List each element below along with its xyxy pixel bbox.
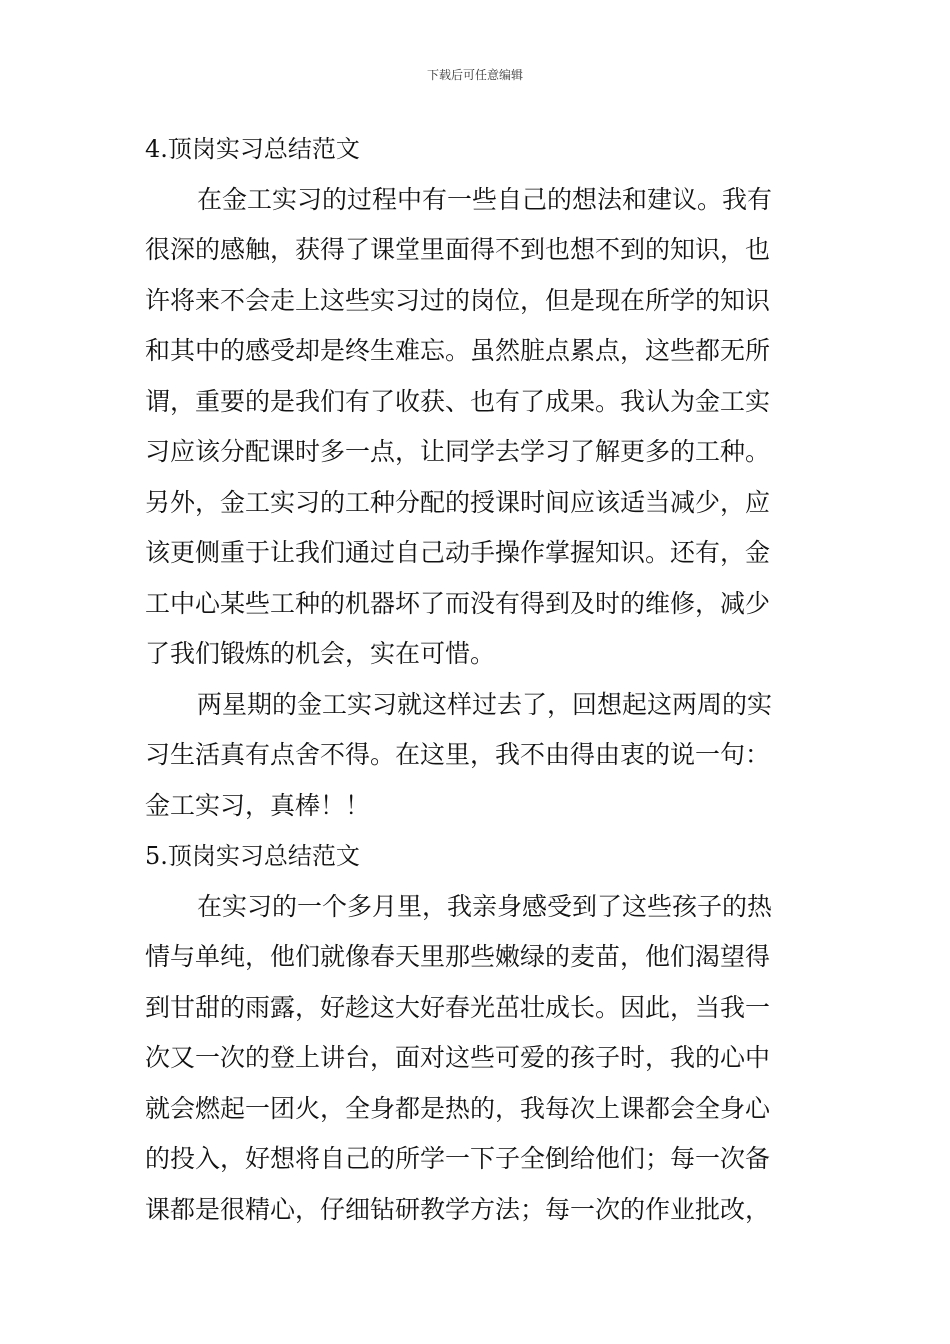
header-note: 下载后可任意编辑 [426, 68, 523, 82]
paragraph-line: 课都是很精心，仔细钻研教学方法；每一次的作业批改， [145, 1194, 771, 1224]
paragraph-line: 许将来不会走上这些实习过的岗位，但是现在所学的知识 [145, 285, 771, 315]
section-heading-5: 5.顶岗实习总结范文 [145, 842, 360, 870]
paragraph-line: 工中心某些工种的机器坏了而没有得到及时的维修，减少 [145, 588, 771, 618]
paragraph-line: 和其中的感受却是终生难忘。虽然脏点累点，这些都无所 [145, 336, 771, 365]
paragraph-line: 习生活真有点舍不得。在这里，我不由得由衷的说一句： [145, 740, 771, 769]
paragraph-line: 很深的感触，获得了课堂里面得不到也想不到的知识，也 [145, 235, 771, 264]
paragraph-line: 谓，重要的是我们有了收获、也有了成果。我认为金工实 [145, 386, 771, 416]
paragraph-line: 到甘甜的雨露，好趁这大好春光茁壮成长。因此，当我一 [145, 992, 771, 1022]
paragraph-line: 的投入，好想将自己的所学一下子全倒给他们；每一次备 [145, 1144, 771, 1173]
paragraph-line: 该更侧重于让我们通过自己动手操作掌握知识。还有，金 [145, 538, 771, 567]
paragraph-line: 就会燃起一团火，全身都是热的，我每次上课都会全身心 [145, 1093, 771, 1123]
document-body [145, 124, 810, 1235]
paragraph-line: 金工实习，真棒！！ [145, 790, 371, 820]
section-heading-4: 4.顶岗实习总结范文 [145, 135, 360, 163]
paragraph-line: 了我们锻炼的机会，实在可惜。 [145, 639, 496, 668]
paragraph-line: 在金工实习的过程中有一些自己的想法和建议。我有 [197, 184, 773, 214]
paragraph-line: 另外，金工实习的工种分配的授课时间应该适当减少，应 [145, 487, 771, 517]
paragraph-line: 两星期的金工实习就这样过去了，回想起这两周的实 [197, 689, 773, 719]
paragraph-line: 在实习的一个多月里，我亲身感受到了这些孩子的热 [197, 891, 773, 921]
paragraph-line: 次又一次的登上讲台，面对这些可爱的孩子时，我的心中 [145, 1043, 771, 1072]
paragraph-line: 习应该分配课时多一点，让同学去学习了解更多的工种。 [145, 437, 771, 466]
paragraph-line: 情与单纯，他们就像春天里那些嫩绿的麦苗，他们渴望得 [145, 942, 771, 971]
